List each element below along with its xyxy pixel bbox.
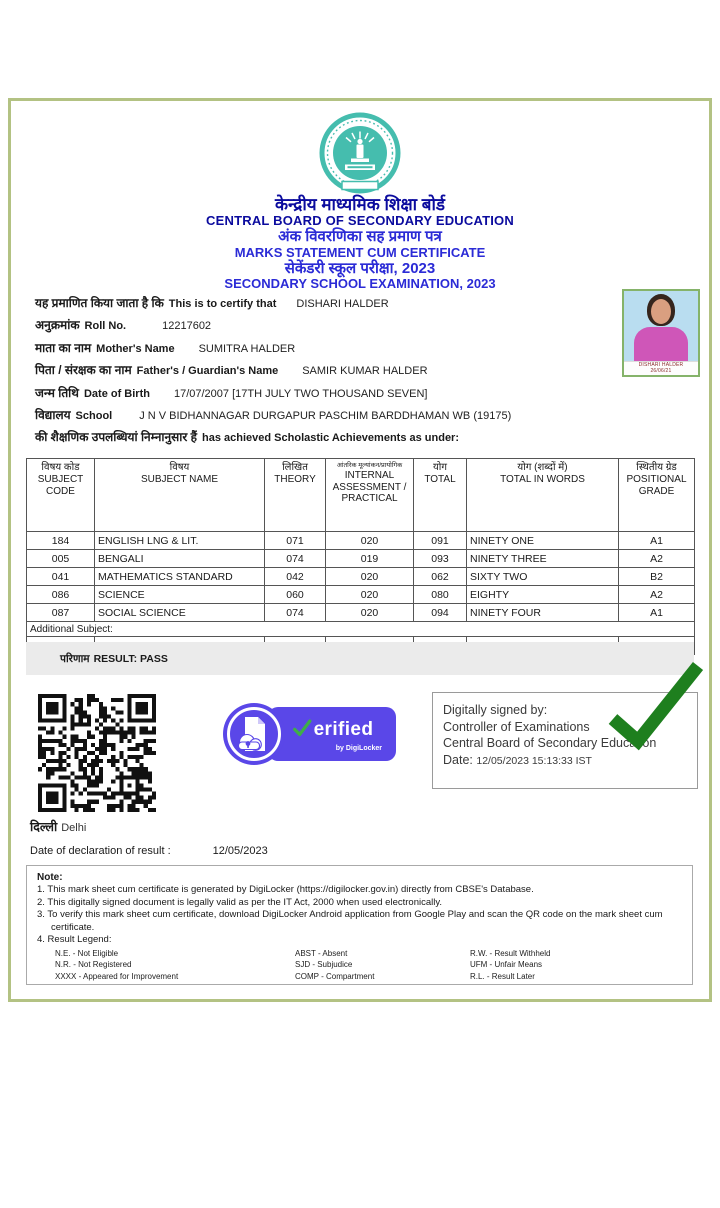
cell-theory: 074 bbox=[265, 604, 326, 622]
cell-words: NINETY THREE bbox=[467, 550, 619, 568]
photo-caption bbox=[624, 361, 698, 375]
cell-words: NINETY FOUR bbox=[467, 604, 619, 622]
declaration-date-value: 12/05/2023 bbox=[212, 845, 268, 857]
table-row bbox=[27, 586, 695, 604]
certify-label-english: This is to certify that bbox=[168, 298, 277, 310]
cell-name: BENGALI bbox=[95, 550, 265, 568]
legend-item: ABST - Absent bbox=[295, 948, 348, 958]
legend-item: N.R. - Not Registered bbox=[55, 960, 132, 969]
result-label-english: RESULT: PASS bbox=[93, 652, 168, 665]
board-name-hindi: केन्द्रीय माध्यमिक शिक्षा बोर्ड bbox=[275, 195, 445, 214]
table-row bbox=[27, 532, 695, 550]
dob-line bbox=[35, 384, 620, 406]
col-subject-name-hi: विषय bbox=[169, 462, 190, 473]
place-english: Delhi bbox=[61, 822, 87, 834]
cell-internal: 020 bbox=[326, 586, 414, 604]
cell-code: 005 bbox=[27, 550, 95, 568]
certificate-frame bbox=[8, 98, 712, 1002]
roll-no-line bbox=[35, 316, 620, 338]
signature-line-3: Central Board of Secondary Education bbox=[443, 736, 657, 750]
qr-code bbox=[30, 686, 164, 820]
cell-theory: 042 bbox=[265, 568, 326, 586]
signature-line-2: Controller of Examinations bbox=[443, 719, 590, 734]
achievements-label-english: has achieved Scholastic Achievements as under: bbox=[202, 432, 460, 445]
cell-total: 093 bbox=[414, 550, 467, 568]
mother-name-value: SUMITRA HALDER bbox=[198, 342, 296, 355]
cell-internal: 020 bbox=[326, 532, 414, 550]
cell-grade: A2 bbox=[619, 550, 695, 568]
student-name-value: DISHARI HALDER bbox=[296, 298, 389, 310]
table-header-row bbox=[27, 459, 695, 532]
certificate-header bbox=[11, 195, 709, 291]
cell-grade: A1 bbox=[619, 532, 695, 550]
col-internal bbox=[326, 459, 414, 532]
place-line bbox=[30, 818, 86, 835]
student-details bbox=[35, 294, 620, 451]
note-item-4: 4. Result Legend: bbox=[37, 934, 112, 945]
achievements-line bbox=[35, 428, 620, 450]
legend-item: R.L. - Result Later bbox=[470, 971, 535, 981]
legend-item: COMP - Compartment bbox=[295, 971, 375, 981]
col-grade-en: POSITIONAL GRADE bbox=[626, 474, 687, 497]
certify-line bbox=[35, 294, 620, 316]
digilocker-document-icon bbox=[222, 702, 286, 766]
col-total-words-hi: योग (शब्दों में) bbox=[517, 462, 568, 473]
declaration-line bbox=[30, 845, 268, 857]
col-total-words bbox=[467, 459, 619, 532]
cell-grade: B2 bbox=[619, 568, 695, 586]
legend-item: UFM - Unfair Means bbox=[470, 960, 543, 969]
achievements-label-hindi: की शैक्षणिक उपलब्धियां निम्नानुसार हैं bbox=[35, 430, 198, 445]
cell-words: SIXTY TWO bbox=[467, 568, 619, 586]
cell-code: 087 bbox=[27, 604, 95, 622]
badge-check-icon bbox=[291, 717, 313, 744]
signature-date-value: 12/05/2023 15:13:33 IST bbox=[476, 754, 592, 767]
cell-code: 086 bbox=[27, 586, 95, 604]
exam-title-english: SECONDARY SCHOOL EXAMINATION, 2023 bbox=[224, 276, 496, 291]
dob-value: 17/07/2007 [17TH JULY TWO THOUSAND SEVEN] bbox=[173, 387, 428, 400]
col-total-hi: योग bbox=[432, 462, 448, 473]
legend-item: R.W. - Result Withheld bbox=[470, 948, 551, 958]
cell-theory: 074 bbox=[265, 550, 326, 568]
father-name-label-hindi: पिता / संरक्षक का नाम bbox=[35, 363, 132, 378]
father-name-value: SAMIR KUMAR HALDER bbox=[302, 365, 428, 378]
cell-words: NINETY ONE bbox=[467, 532, 619, 550]
result-label-hindi: परिणाम bbox=[60, 652, 90, 665]
exam-title-hindi: सेकेंडरी स्कूल परीक्षा, 2023 bbox=[284, 260, 436, 277]
declaration-label: Date of declaration of result : bbox=[30, 845, 171, 857]
col-total-en: TOTAL bbox=[424, 474, 456, 485]
school-line bbox=[35, 406, 620, 428]
col-total-words-en: TOTAL IN WORDS bbox=[500, 474, 585, 485]
certify-label-hindi: यह प्रमाणित किया जाता है कि bbox=[35, 296, 164, 310]
cell-total: 094 bbox=[414, 604, 467, 622]
digilocker-verified-badge bbox=[222, 702, 406, 766]
mother-name-label-hindi: माता का नाम bbox=[35, 340, 92, 355]
cell-name: MATHEMATICS STANDARD bbox=[95, 568, 265, 586]
col-subject-code bbox=[27, 459, 95, 532]
result-band bbox=[26, 642, 694, 675]
table-row bbox=[27, 550, 695, 568]
marks-table bbox=[26, 458, 695, 655]
note-item-1: 1. This mark sheet cum certificate is generated by DigiLocker (https://digilocker.gov.in) directly from CBSE's Database. bbox=[37, 884, 534, 895]
col-grade bbox=[619, 459, 695, 532]
col-subject-name bbox=[95, 459, 265, 532]
father-name-label-english: Father's / Guardian's Name bbox=[136, 365, 279, 378]
table-row bbox=[27, 568, 695, 586]
place-hindi: दिल्ली bbox=[30, 820, 58, 834]
photo-face-shape bbox=[651, 299, 671, 324]
school-label-hindi: विद्यालय bbox=[35, 407, 71, 422]
cell-theory: 060 bbox=[265, 586, 326, 604]
cell-name: ENGLISH LNG & LIT. bbox=[95, 532, 265, 550]
cell-words: EIGHTY bbox=[467, 586, 619, 604]
additional-subject-row bbox=[27, 622, 695, 637]
legend-item: SJD - Subjudice bbox=[295, 960, 353, 969]
cell-total: 091 bbox=[414, 532, 467, 550]
mother-name-label-english: Mother's Name bbox=[96, 342, 175, 355]
cell-internal: 019 bbox=[326, 550, 414, 568]
cell-name: SCIENCE bbox=[95, 586, 265, 604]
cell-grade: A1 bbox=[619, 604, 695, 622]
cbse-logo-icon bbox=[318, 112, 402, 196]
cell-code: 041 bbox=[27, 568, 95, 586]
legend-item: N.E. - Not Eligible bbox=[55, 948, 119, 958]
cell-total: 062 bbox=[414, 568, 467, 586]
student-photo bbox=[622, 289, 700, 377]
col-internal-en: INTERNAL ASSESSMENT / PRACTICAL bbox=[332, 470, 407, 504]
signature-line-1: Digitally signed by: bbox=[443, 703, 548, 717]
col-subject-code-en: SUBJECT CODE bbox=[37, 474, 84, 497]
document-title-english: MARKS STATEMENT CUM CERTIFICATE bbox=[234, 245, 486, 260]
cell-name: SOCIAL SCIENCE bbox=[95, 604, 265, 622]
col-theory-hi: लिखित bbox=[282, 462, 308, 473]
cell-code: 184 bbox=[27, 532, 95, 550]
dob-label-hindi: जन्म तिथि bbox=[35, 385, 79, 400]
dob-label-english: Date of Birth bbox=[83, 387, 150, 400]
school-label-english: School bbox=[75, 409, 113, 422]
col-subject-name-en: SUBJECT NAME bbox=[140, 474, 219, 485]
col-internal-hi: आंतरिक मूल्यांकन/प्रायोगिक bbox=[336, 462, 403, 469]
legend-item: XXXX - Appeared for Improvement bbox=[55, 971, 179, 981]
cell-grade: A2 bbox=[619, 586, 695, 604]
signature-check-icon bbox=[605, 659, 705, 759]
note-item-2: 2. This digitally signed document is legally valid as per the IT Act, 2000 when used electronically. bbox=[37, 896, 443, 908]
verified-pill bbox=[268, 707, 396, 761]
roll-no-value: 12217602 bbox=[162, 320, 212, 333]
cell-internal: 020 bbox=[326, 568, 414, 586]
board-name-english: CENTRAL BOARD OF SECONDARY EDUCATION bbox=[206, 213, 514, 228]
note-item-3: 3. To verify this mark sheet cum certificate, download DigiLocker Android application from Google Play and scan the QR code on the mark sheet cum certificate. bbox=[37, 909, 663, 933]
roll-no-label-english: Roll No. bbox=[84, 320, 127, 333]
additional-subject-label: Additional Subject: bbox=[27, 622, 695, 637]
note-box bbox=[26, 865, 693, 985]
col-theory-en: THEORY bbox=[274, 474, 316, 485]
by-digilocker-text: by DigiLocker bbox=[335, 744, 382, 752]
school-value: J N V BIDHANNAGAR DURGAPUR PASCHIM BARDDHAMAN WB (19175) bbox=[139, 409, 512, 422]
col-grade-hi: स्थितीय ग्रेड bbox=[636, 462, 677, 473]
cell-total: 080 bbox=[414, 586, 467, 604]
document-title-hindi: अंक विवरणिका सह प्रमाण पत्र bbox=[278, 228, 442, 245]
col-total bbox=[414, 459, 467, 532]
cell-theory: 071 bbox=[265, 532, 326, 550]
signature-date-label: Date: bbox=[443, 752, 473, 767]
table-row bbox=[27, 604, 695, 622]
col-subject-code-hi: विषय कोड bbox=[41, 462, 80, 473]
father-name-line bbox=[35, 361, 620, 383]
note-title: Note: bbox=[37, 872, 63, 883]
cell-internal: 020 bbox=[326, 604, 414, 622]
roll-no-label-hindi: अनुक्रमांक bbox=[35, 318, 80, 333]
col-theory bbox=[265, 459, 326, 532]
mother-name-line bbox=[35, 339, 620, 361]
verified-text: erified bbox=[313, 719, 374, 740]
photo-caption-name: DISHARI HALDER bbox=[638, 362, 684, 368]
photo-caption-date: 26/06/21 bbox=[650, 368, 672, 374]
result-legend bbox=[55, 949, 682, 981]
photo-body-shape bbox=[634, 327, 688, 363]
